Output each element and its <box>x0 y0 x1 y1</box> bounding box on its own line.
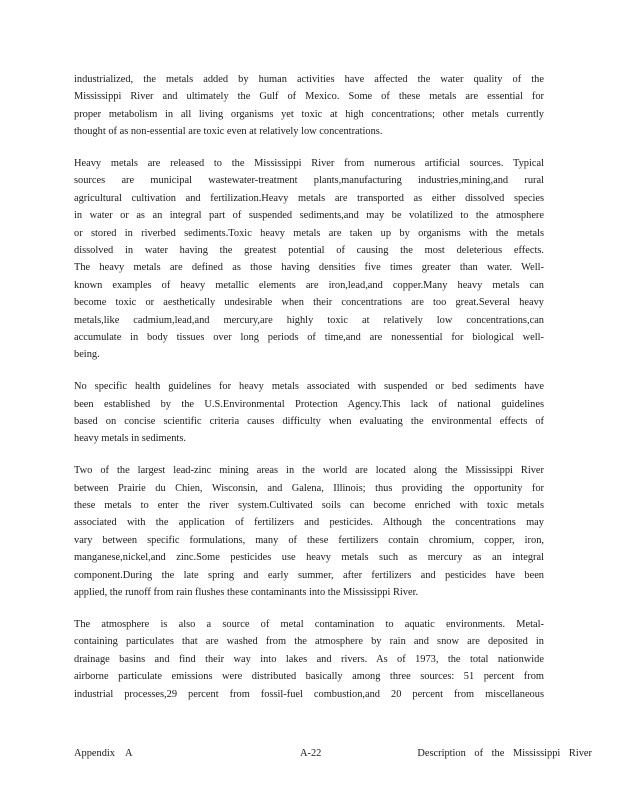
paragraph <box>74 462 544 601</box>
text-line: airborne particulate emissions were distributed basically among three sources: 51 percent from <box>74 671 544 683</box>
text-line: these metals to enter the river system.Cultivated soils can become enriched with toxic metals <box>74 500 544 512</box>
text-line: agricultural cultivation and fertilization.Heavy metals are transported as either dissolved species <box>74 192 544 204</box>
text-line: accumulate in body tissues over long periods of time,and are nonessential for biological well- <box>74 331 544 343</box>
text-line: sources are municipal wastewater-treatment plants,manufacturing industries,mining,and rural <box>74 175 544 187</box>
text-line: metals,like cadmium,lead,and mercury,are highly toxic at relatively low concentrations,can <box>74 314 544 326</box>
text-line: been established by the U.S.Environmental Protection Agency.This lack of national guidelines <box>74 398 544 410</box>
body-text <box>74 71 544 717</box>
text-line: manganese,nickel,and zinc.Some pesticides use heavy metals such as mercury as an integral <box>74 552 544 564</box>
text-line: The atmosphere is also a source of metal contamination to aquatic environments. Metal- <box>74 618 544 630</box>
paragraph <box>74 71 544 141</box>
page-footer <box>74 748 592 764</box>
text-line: known examples of heavy metallic elements are iron,lead,and copper.Many heavy metals can <box>74 279 544 291</box>
text-line: Mississippi River and ultimately the Gulf of Mexico. Some of these metals are essential for <box>74 91 544 103</box>
footer-appendix-label: Appendix A <box>74 748 133 759</box>
text-line: become toxic or aesthetically undesirable when their concentrations are too great.Several heavy <box>74 297 544 309</box>
text-line: industrial processes,29 percent from fossil-fuel combustion,and 20 percent from miscellaneous <box>74 688 544 700</box>
text-line: component.During the late spring and early summer, after fertilizers and pesticides have been <box>74 569 544 581</box>
text-line: vary between specific formulations, many of these fertilizers contain chromium, copper, iron, <box>74 534 544 546</box>
footer-page-number: A-22 <box>300 748 322 759</box>
text-line: associated with the application of fertilizers and pesticides. Although the concentrations may <box>74 517 544 529</box>
paragraph <box>74 378 544 448</box>
text-line: Heavy metals are released to the Mississippi River from numerous artificial sources. Typical <box>74 158 544 170</box>
text-line: in water or as an integral part of suspended sediments,and may be volatilized to the atmosphere <box>74 210 544 222</box>
text-line: or stored in riverbed sediments.Toxic heavy metals are taken up by organisms with the metals <box>74 227 544 239</box>
text-line: being. <box>74 349 100 361</box>
text-line: applied, the runoff from rain flushes these contaminants into the Mississippi River. <box>74 587 419 599</box>
text-line: dissolved in water having the greatest potential of causing the most deleterious effects. <box>74 245 544 257</box>
text-line: based on concise scientific criteria causes difficulty when evaluating the environmental effects of <box>74 416 544 428</box>
text-line: Two of the largest lead-zinc mining areas in the world are located along the Mississippi River <box>74 465 544 477</box>
paragraph <box>74 616 544 703</box>
text-line: thought of as non-essential are toxic even at relatively low concentrations. <box>74 126 383 138</box>
text-line: between Prairie du Chien, Wisconsin, and Galena, Illinois; thus providing the opportunity for <box>74 482 544 494</box>
paragraph <box>74 155 544 364</box>
text-line: heavy metals in sediments. <box>74 433 186 445</box>
text-line: drainage basins and find their way into lakes and rivers. As of 1973, the total nationwide <box>74 653 544 665</box>
text-line: industrialized, the metals added by human activities have affected the water quality of the <box>74 74 544 85</box>
text-line: No specific health guidelines for heavy metals associated with suspended or bed sediments have <box>74 381 544 393</box>
footer-section-title: Description of the Mississippi River <box>417 748 592 759</box>
text-line: containing particulates that are washed from the atmosphere by rain and snow are deposited in <box>74 636 544 648</box>
text-line: proper metabolism in all living organisms yet toxic at high concentrations; other metals currently <box>74 108 544 120</box>
text-line: The heavy metals are defined as those having densities five times greater than water. Well- <box>74 262 544 274</box>
